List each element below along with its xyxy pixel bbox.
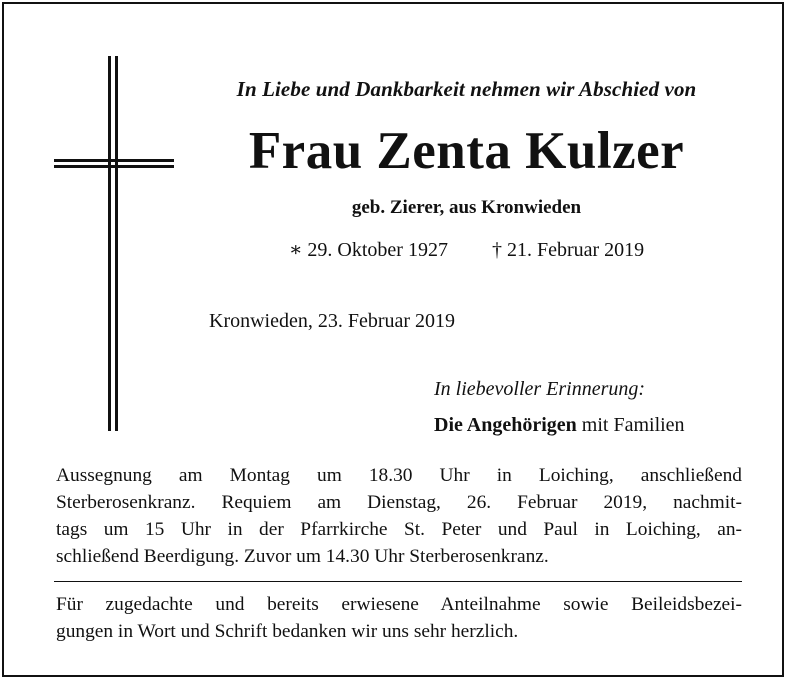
cross-icon — [54, 56, 174, 436]
obituary-frame — [2, 2, 784, 677]
death-date: † 21. Februar 2019 — [491, 239, 645, 261]
mourners-rest: mit Familien — [576, 414, 685, 436]
life-dates — [184, 237, 749, 262]
thanks-line: gungen in Wort und Schrift bedanken wir uns sehr herzlich. — [56, 621, 519, 642]
funeral-line: schließend Beerdigung. Zuvor um 14.30 Uhr Sterberosenkranz. — [56, 546, 549, 567]
funeral-details — [56, 462, 742, 570]
birth-name-origin: geb. Zierer, aus Kronwieden — [351, 197, 582, 218]
thanks-line: Für zugedachte und bereits erwiesene Anteilnahme sowie Beileidsbezei- — [56, 594, 742, 615]
remembrance-line: In liebevoller Erinnerung: — [434, 378, 646, 400]
intro-line: In Liebe und Dankbarkeit nehmen wir Abschied von — [236, 77, 697, 101]
deceased-name: Frau Zenta Kulzer — [248, 122, 685, 180]
funeral-line: tags um 15 Uhr in der Pfarrkirche St. Peter und Paul in Loiching, an- — [56, 519, 742, 540]
funeral-line: Sterberosenkranz. Requiem am Dienstag, 26. Februar 2019, nachmit- — [56, 492, 742, 513]
mourners-line — [434, 414, 685, 437]
funeral-line: Aussegnung am Montag um 18.30 Uhr in Loiching, anschließend — [56, 465, 742, 486]
mourners-main: Die Angehörigen — [434, 414, 577, 436]
thanks-text — [56, 591, 742, 645]
divider — [54, 581, 742, 582]
birth-date: ∗ 29. Oktober 1927 — [288, 239, 448, 261]
place-and-date: Kronwieden, 23. Februar 2019 — [209, 310, 456, 332]
